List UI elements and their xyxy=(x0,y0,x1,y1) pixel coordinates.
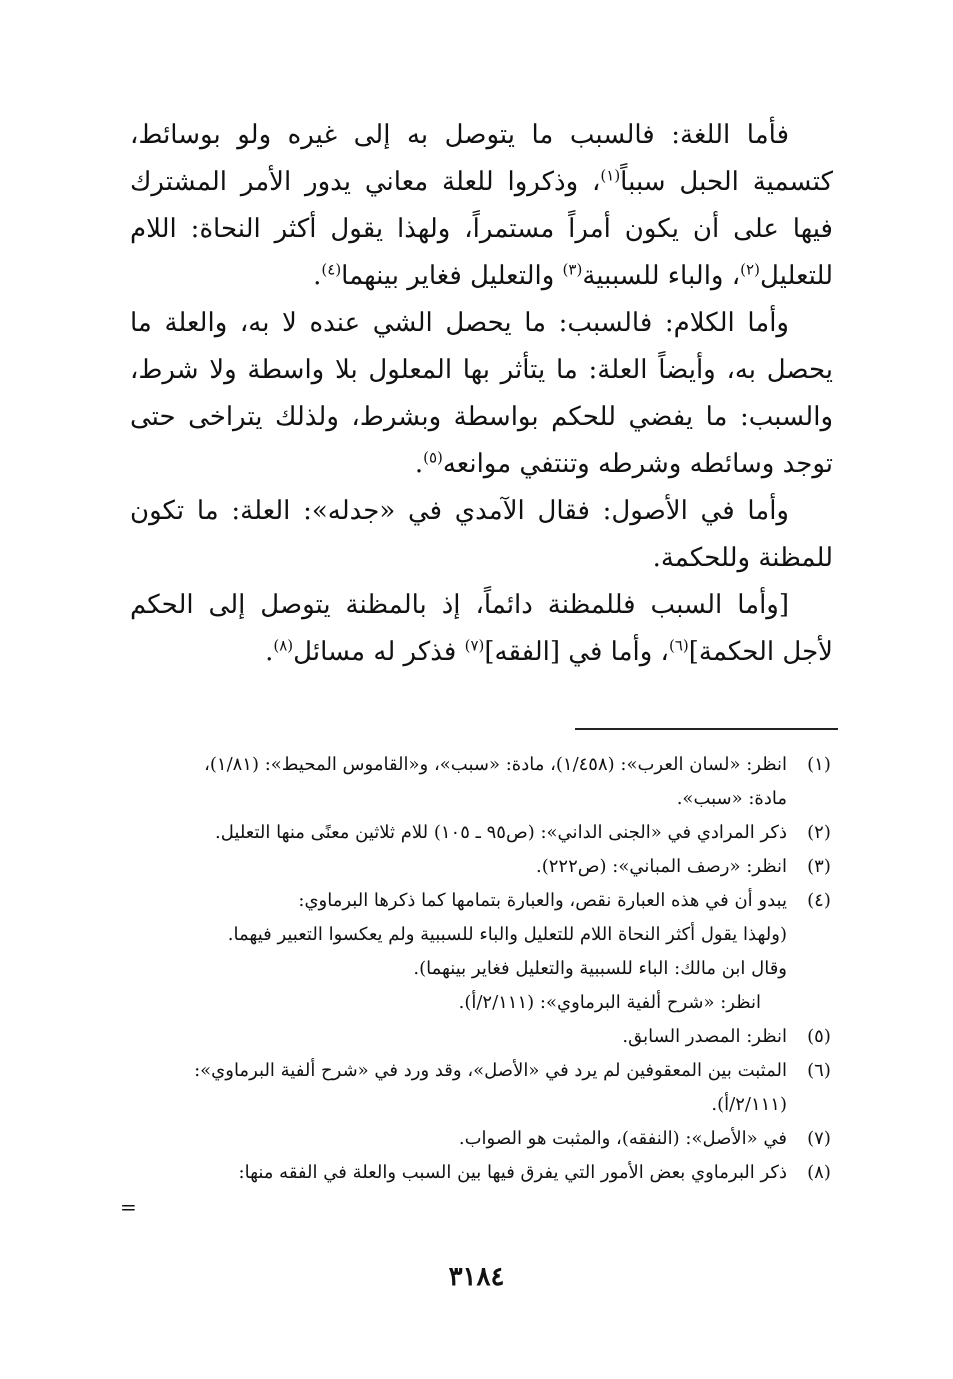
paragraph-text: ، وأما في [الفقه] xyxy=(484,637,669,667)
footnote-text: المثبت بين المعقوفين لم يرد في «الأصل»، وقد ورد في «شرح ألفية البرماوي»: xyxy=(194,1060,787,1081)
footnote-ref[interactable]: (٣) xyxy=(562,260,583,279)
paragraph-text: ، وذكروا للعلة معاني يدور الأمر المشترك فيها على أن يكون أمراً مستمراً، ولهذا يقول أكثر النحاة: اللام للتعليل xyxy=(130,167,833,291)
paragraph-text: . xyxy=(414,449,424,479)
footnote-number: (٥) xyxy=(807,1026,831,1047)
footnote-1 xyxy=(130,748,839,816)
footnote-text: (ولهذا يقول أكثر النحاة اللام للتعليل والباء للسببية ولم يعكسوا التعبير فيهما. xyxy=(227,924,787,945)
page-number: ٣١٨٤ xyxy=(448,1262,505,1292)
footnote-text: ذكر البرماوي بعض الأمور التي يفرق فيها بين السبب والعلة في الفقه منها: xyxy=(238,1162,787,1183)
footnote-6 xyxy=(130,1054,839,1122)
paragraph-text: وأما في الأصول: فقال الآمدي في «جدله»: العلة: ما تكون للمظنة وللحكمة. xyxy=(130,496,833,573)
footnote-text: انظر: «لسان العرب»: (١/٤٥٨)، مادة: «سبب»، و«القاموس المحيط»: (١/٨١)، xyxy=(204,754,787,775)
footnote-text: انظر: المصدر السابق. xyxy=(622,1026,787,1047)
footnote-number: (٤) xyxy=(807,890,831,911)
footnote-ref[interactable]: (٥) xyxy=(423,448,443,467)
footnote-ref[interactable]: (٧) xyxy=(464,636,485,655)
continuation-mark: = xyxy=(120,1195,137,1219)
paragraph-text: . xyxy=(313,261,322,291)
footnote-text: (٢/١١١/أ). xyxy=(711,1094,787,1115)
paragraph-sabab xyxy=(130,582,833,676)
footnote-number: (٣) xyxy=(807,856,831,877)
paragraph-text: [وأما السبب فللمظنة دائماً، إذ بالمظنة يتوصل إلى الحكم لأجل الحكمة] xyxy=(130,590,833,667)
footnote-ref[interactable]: (٤) xyxy=(321,260,342,279)
paragraph-text: . xyxy=(265,637,274,667)
paragraph-text: فأما اللغة: فالسبب ما يتوصل به إلى غيره ولو بوسائط، كتسمية الحبل سبباً xyxy=(130,120,833,197)
footnote-text: انظر: «رصف المباني»: (ص٢٢٢). xyxy=(535,856,787,877)
paragraph-text: ، والباء للسببية xyxy=(582,261,741,291)
footnote-number: (٢) xyxy=(807,822,831,843)
footnote-text: وقال ابن مالك: الباء للسببية والتعليل فغاير بينهما). xyxy=(413,958,787,979)
footnote-ref[interactable]: (١) xyxy=(600,166,621,185)
footnote-separator xyxy=(575,728,838,730)
paragraph-text: وأما الكلام: فالسبب: ما يحصل الشي عنده لا به، والعلة ما يحصل به، وأيضاً العلة: ما يتأثر بها المعلول بلا واسطة ولا شرط، والسبب: ما يفضي للحكم بواسطة وبشرط، ولذلك يتراخى حتى توجد وسائطه وشرطه وتنتفي موانعه xyxy=(130,308,833,479)
footnote-ref[interactable]: (٢) xyxy=(740,260,760,279)
footnote-text: في «الأصل»: (النفقه)، والمثبت هو الصواب. xyxy=(458,1128,787,1149)
paragraph-usul xyxy=(130,488,833,582)
footnote-text: يبدو أن في هذه العبارة نقص، والعبارة بتمامها كما ذكرها البرماوي: xyxy=(298,890,787,911)
footnote-number: (١) xyxy=(807,754,831,775)
footnote-4 xyxy=(130,884,839,1020)
paragraph-text: فذكر له مسائل xyxy=(293,637,465,667)
footnote-text: مادة: «سبب». xyxy=(676,788,787,809)
footnote-text: انظر: «شرح ألفية البرماوي»: (٢/١١١/أ). xyxy=(458,992,761,1013)
main-text xyxy=(130,112,833,676)
paragraph-language xyxy=(130,112,833,300)
footnote-8 xyxy=(130,1156,839,1190)
footnote-text: ذكر المرادي في «الجنى الداني»: (ص٩٥ ـ ١٠٥) للام ثلاثين معنًى منها التعليل. xyxy=(215,822,787,843)
footnote-ref[interactable]: (٦) xyxy=(668,636,689,655)
footnote-ref[interactable]: (٨) xyxy=(273,636,294,655)
footnote-number: (٧) xyxy=(807,1128,831,1149)
footnote-number: (٨) xyxy=(807,1162,831,1183)
footnote-number: (٦) xyxy=(807,1060,831,1081)
paragraph-text: والتعليل فغاير بينهما xyxy=(341,261,563,291)
footnote-3 xyxy=(130,850,839,884)
footnote-7 xyxy=(130,1122,839,1156)
footnote-2 xyxy=(130,816,839,850)
footnotes xyxy=(130,748,839,1190)
paragraph-kalam xyxy=(130,300,833,488)
footnote-5 xyxy=(130,1020,839,1054)
